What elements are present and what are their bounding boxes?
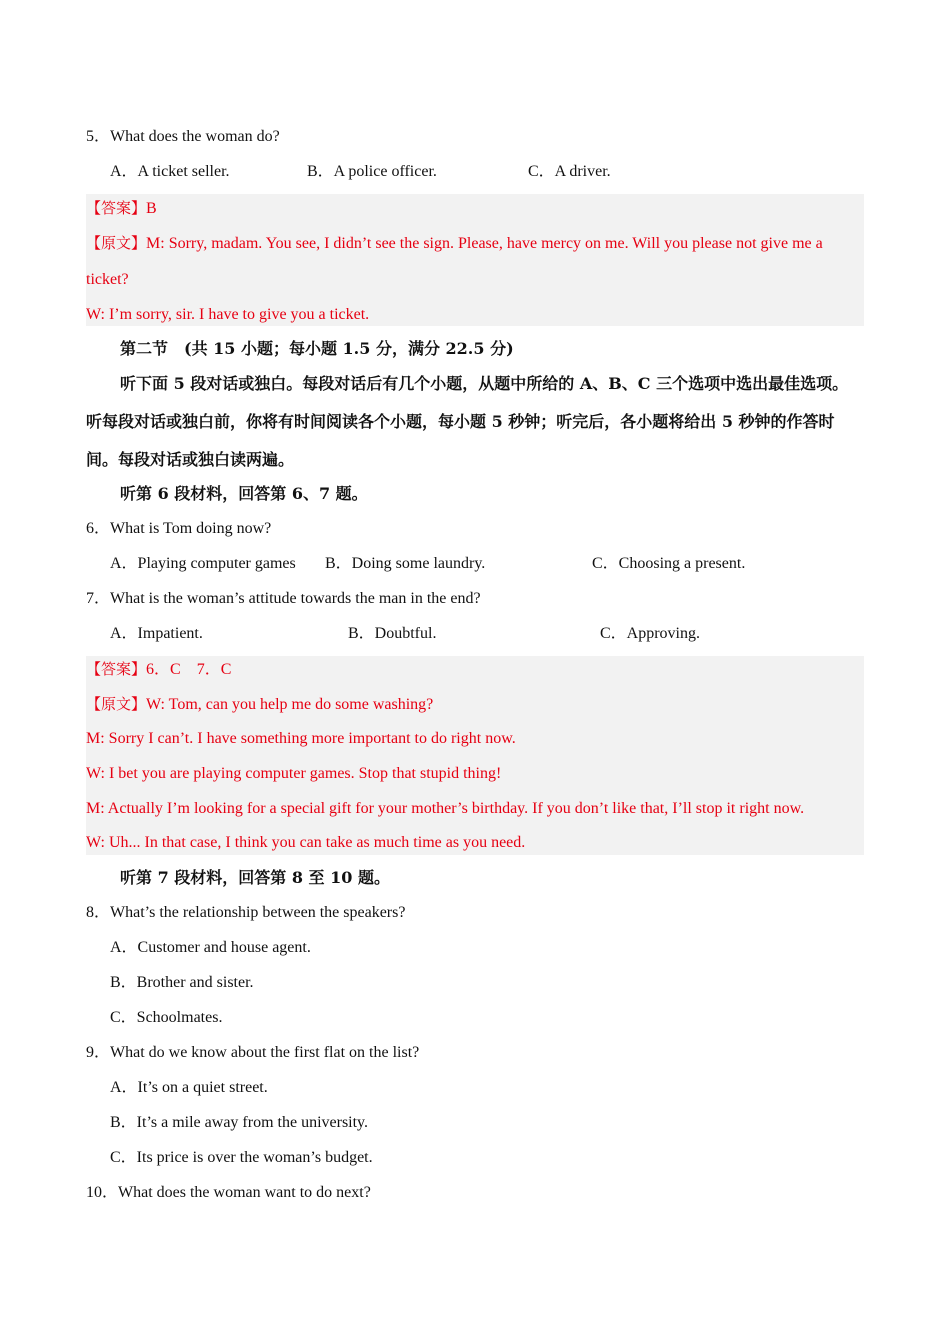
answer-value: 6．C 7．C [146, 661, 232, 678]
transcript-5-line-1 [86, 233, 823, 254]
transcript-tag: 【原文】 [86, 234, 147, 252]
question-7-option-b: B．Doubtful. [348, 625, 437, 642]
question-7-option-a: A．Impatient. [110, 625, 203, 642]
question-8-stem: 8．What’s the relationship between the speakers? [86, 904, 406, 921]
question-7-stem: 7．What is the woman’s attitude towards the man in the end? [86, 590, 481, 607]
answer-5 [86, 198, 157, 219]
transcript-5-line-1-cont: ticket? [86, 271, 129, 288]
question-9-stem: 9．What do we know about the first flat on the list? [86, 1044, 420, 1061]
question-5-stem: 5．What does the woman do? [86, 128, 280, 145]
question-6-stem: 6．What is Tom doing now? [86, 520, 272, 537]
transcript-text: M: Sorry, madam. You see, I didn’t see the sign. Please, have mercy on me. Will you please not give me a [146, 235, 823, 252]
answer-block-6-7 [86, 656, 864, 855]
question-8-option-c: C．Schoolmates. [110, 1009, 223, 1026]
section-2-instructions-3: 间。每段对话或独白读两遍。 [86, 450, 295, 469]
question-9-option-c: C．Its price is over the woman’s budget. [110, 1149, 373, 1166]
question-5-option-c: C．A driver. [528, 163, 611, 180]
section-2-heading: 第二节 (共 15 小题；每小题 1.5 分，满分 22.5 分) [120, 339, 514, 358]
transcript-6-line-2: M: Sorry I can’t. I have something more important to do right now. [86, 730, 516, 747]
question-6-option-c: C．Choosing a present. [592, 555, 746, 572]
question-8-option-b: B．Brother and sister. [110, 974, 254, 991]
transcript-tag: 【原文】 [86, 695, 147, 713]
transcript-text: W: Tom, can you help me do some washing? [146, 696, 434, 713]
answer-6-7 [86, 659, 231, 680]
question-5-option-a: A．A ticket seller. [110, 163, 230, 180]
answer-tag: 【答案】 [86, 199, 147, 217]
transcript-5-line-2: W: I’m sorry, sir. I have to give you a ticket. [86, 306, 370, 323]
transcript-6-line-4: M: Actually I’m looking for a special gift for your mother’s birthday. If you don’t like that, I’ll stop it right now. [86, 800, 805, 817]
transcript-6-line-3: W: I bet you are playing computer games. Stop that stupid thing! [86, 765, 502, 782]
question-6-option-a: A．Playing computer games [110, 555, 296, 572]
answer-value: B [146, 200, 157, 217]
transcript-6-line-5: W: Uh... In that case, I think you can take as much time as you need. [86, 834, 526, 851]
question-7-option-c: C．Approving. [600, 625, 701, 642]
question-8-option-a: A．Customer and house agent. [110, 939, 311, 956]
answer-tag: 【答案】 [86, 660, 147, 678]
question-5-option-b: B．A police officer. [307, 163, 437, 180]
group-7-heading: 听第 7 段材料，回答第 8 至 10 题。 [120, 868, 390, 887]
question-10-stem: 10．What does the woman want to do next? [86, 1184, 371, 1201]
group-6-heading: 听第 6 段材料，回答第 6、7 题。 [120, 484, 368, 503]
section-2-instructions-2: 听每段对话或独白前，你将有时间阅读各个小题，每小题 5 秒钟；听完后，各小题将给出 5 秒钟的作答时 [86, 412, 835, 431]
question-6-option-b: B．Doing some laundry. [325, 555, 486, 572]
question-9-option-b: B．It’s a mile away from the university. [110, 1114, 369, 1131]
transcript-6-line-1 [86, 694, 433, 715]
question-9-option-a: A．It’s on a quiet street. [110, 1079, 268, 1096]
section-2-instructions-1: 听下面 5 段对话或独白。每段对话后有几个小题，从题中所给的 A、B、C 三个选项中选出最佳选项。 [120, 374, 849, 393]
